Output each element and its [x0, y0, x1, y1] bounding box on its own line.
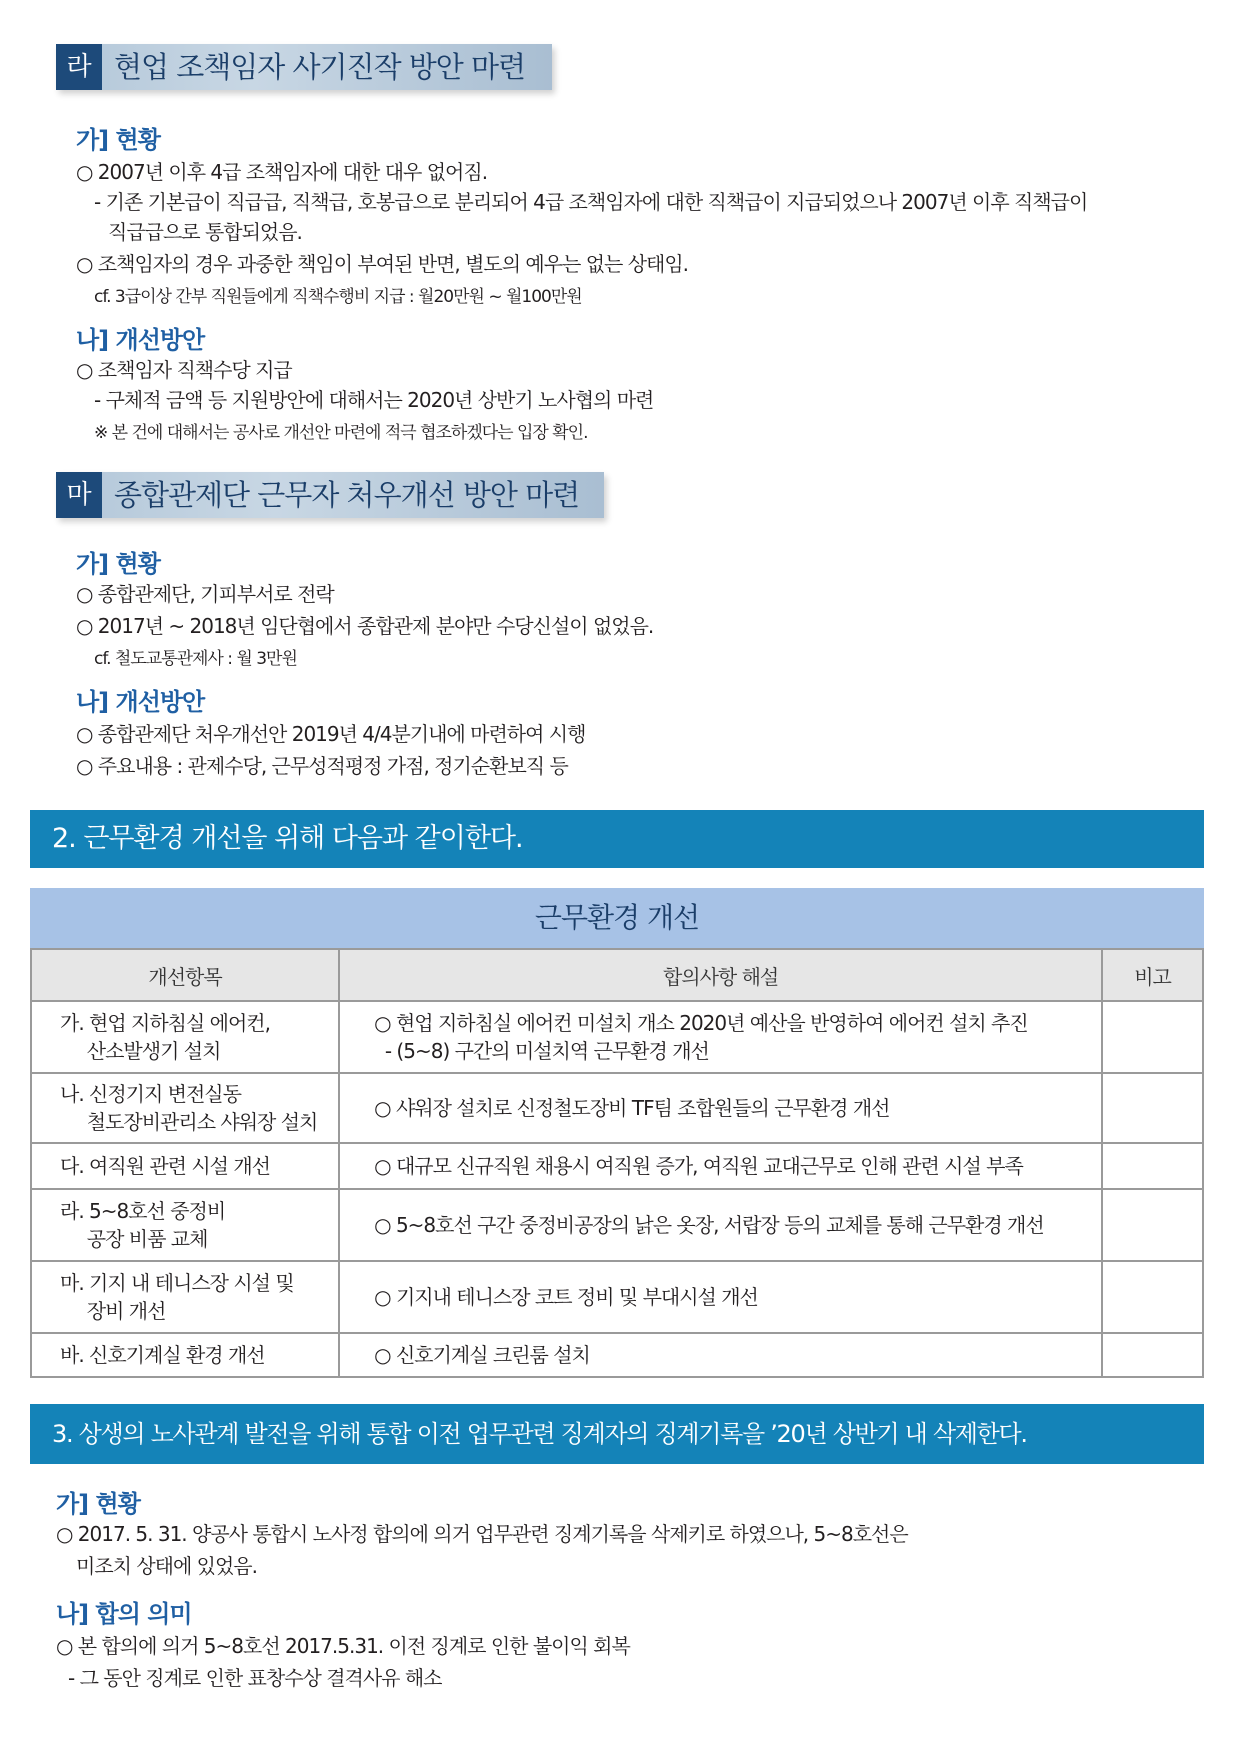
section-ma-banner: [56, 472, 604, 518]
section-2-banner: [30, 810, 1204, 868]
section-ra-plan-line-2: - 구체적 금액 등 지원방안에 대해서는 2020년 상반기 노사협의 마련: [94, 388, 654, 412]
section-ma-status-heading: 가] 현황: [76, 550, 160, 578]
row-note: [1102, 1261, 1203, 1333]
section-ma-plan-line-2: ○ 주요내용 : 관제수당, 근무성적평정 가점, 정기순환보직 등: [76, 754, 568, 778]
row-item: 바. 신호기계실 환경 개선: [60, 1343, 265, 1367]
section-ma-letter: 마: [56, 472, 102, 518]
row-item: 라. 5~8호선 중정비 공장 비품 교체: [60, 1199, 226, 1251]
table-title: 근무환경 개선: [30, 888, 1204, 948]
row-item: 가. 현업 지하침실 에어컨, 산소발생기 설치: [60, 1011, 270, 1063]
section-ra-banner: [56, 44, 552, 90]
section-ma-plan-line-1: ○ 종합관제단 처우개선안 2019년 4/4분기내에 마련하여 시행: [76, 722, 586, 746]
row-note: [1102, 1333, 1203, 1377]
row-description: ○ 현업 지하침실 에어컨 미설치 개소 2020년 예산을 반영하여 에어컨 설치 추진 - (5~8) 구간의 미설치역 근무환경 개선: [374, 1011, 1028, 1063]
row-item: 나. 신정기지 변전실동 철도장비관리소 샤워장 설치: [60, 1082, 318, 1134]
section-ma-status-line-1: ○ 종합관제단, 기피부서로 전락: [76, 582, 334, 606]
section-ra-status-line-3: 직급급으로 통합되었음.: [108, 220, 302, 244]
row-description: ○ 기지내 테니스장 코트 정비 및 부대시설 개선: [374, 1285, 758, 1309]
section-2-title: 2. 근무환경 개선을 위해 다음과 같이한다.: [52, 823, 523, 854]
section-ma-status-note: cf. 철도교통관제사 : 월 3만원: [94, 649, 297, 669]
section-ma-status-line-2: ○ 2017년 ~ 2018년 임단협에서 종합관제 분야만 수당신설이 없었음.: [76, 614, 654, 638]
row-item: 마. 기지 내 테니스장 시설 및 장비 개선: [60, 1271, 294, 1323]
section-ra-plan-line-1: ○ 조책임자 직책수당 지급: [76, 358, 292, 382]
header-item: 개선항목: [31, 949, 339, 1001]
section-3-status-heading: 가] 현황: [56, 1490, 140, 1518]
section-3-meaning-heading: 나] 합의 의미: [56, 1600, 192, 1628]
work-environment-table: [30, 948, 1204, 1378]
section-3-banner: [30, 1404, 1204, 1464]
section-ra-status-heading: 가] 현황: [76, 126, 160, 154]
section-ma-plan-heading: 나] 개선방안: [76, 688, 205, 716]
table-row: [31, 1001, 1203, 1073]
section-ma-title: 종합관제단 근무자 처우개선 방안 마련: [114, 478, 580, 512]
section-ra-plan-note: ※ 본 건에 대해서는 공사로 개선안 마련에 적극 협조하겠다는 입장 확인.: [94, 423, 588, 443]
section-ra-status-line-4: ○ 조책임자의 경우 과중한 책임이 부여된 반면, 별도의 예우는 없는 상태임.: [76, 252, 689, 276]
row-item: 다. 여직원 관련 시설 개선: [60, 1154, 270, 1178]
section-ra-letter: 라: [56, 44, 102, 90]
row-note: [1102, 1001, 1203, 1073]
section-3-meaning-line-2: - 그 동안 징계로 인한 표창수상 결격사유 해소: [68, 1666, 442, 1690]
row-description: ○ 샤워장 설치로 신정철도장비 TF팀 조합원들의 근무환경 개선: [374, 1096, 890, 1120]
row-note: [1102, 1143, 1203, 1189]
row-description: ○ 신호기계실 크린룸 설치: [374, 1343, 590, 1367]
section-ra-status-line-2: - 기존 기본급이 직급급, 직책급, 호봉급으로 분리되어 4급 조책임자에 대한 직책급이 지급되었으나 2007년 이후 직책급이: [94, 190, 1088, 214]
row-note: [1102, 1189, 1203, 1261]
section-3-meaning-line-1: ○ 본 합의에 의거 5~8호선 2017.5.31. 이전 징계로 인한 불이익 회복: [56, 1634, 630, 1658]
row-description: ○ 대규모 신규직원 채용시 여직원 증가, 여직원 교대근무로 인해 관련 시설 부족: [374, 1154, 1023, 1178]
row-description: ○ 5~8호선 구간 중정비공장의 낡은 옷장, 서랍장 등의 교체를 통해 근무환경 개선: [374, 1213, 1044, 1237]
header-note: 비고: [1102, 949, 1203, 1001]
table-row: [31, 1261, 1203, 1333]
table-row: [31, 1073, 1203, 1143]
section-ra-plan-heading: 나] 개선방안: [76, 326, 205, 354]
header-description: 합의사항 해설: [339, 949, 1102, 1001]
section-3-status-line-1: ○ 2017. 5. 31. 양공사 통합시 노사정 합의에 의거 업무관련 징계기록을 삭제키로 하였으나, 5~8호선은: [56, 1522, 908, 1546]
section-ra-status-line-1: ○ 2007년 이후 4급 조책임자에 대한 대우 없어짐.: [76, 160, 488, 184]
table-row: [31, 1143, 1203, 1189]
table-row: [31, 1189, 1203, 1261]
section-ra-title: 현업 조책임자 사기진작 방안 마련: [114, 50, 526, 84]
row-note: [1102, 1073, 1203, 1143]
table-row: [31, 1333, 1203, 1377]
section-3-title: 3. 상생의 노사관계 발전을 위해 통합 이전 업무관련 징계자의 징계기록을 ’20년 상반기 내 삭제한다.: [52, 1420, 1027, 1448]
section-ra-status-note: cf. 3급이상 간부 직원들에게 직책수행비 지급 : 월20만원 ~ 월100만원: [94, 287, 582, 307]
table-header-row: [31, 949, 1203, 1001]
section-3-status-line-2: 미조치 상태에 있었음.: [76, 1554, 257, 1578]
